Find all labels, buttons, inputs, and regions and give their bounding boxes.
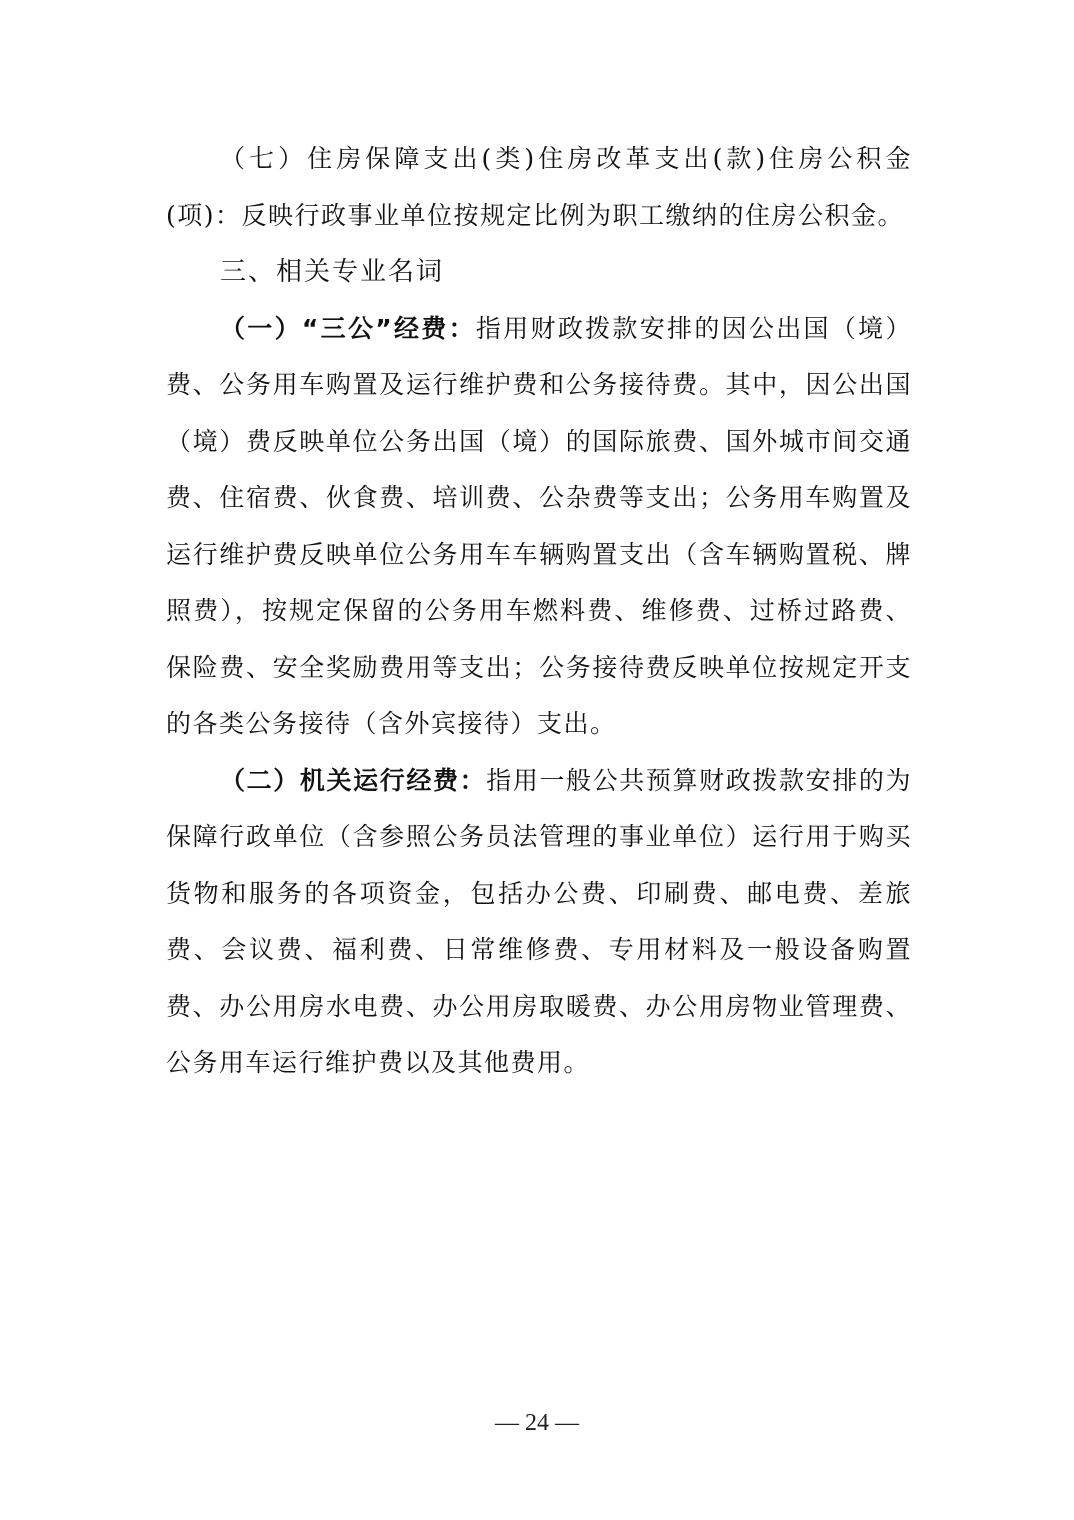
paragraph-agency-operating-expenses [166,753,912,1092]
page-number: — 24 — [495,1410,579,1436]
definition-three-public-expenses: 指用财政拨款安排的因公出国（境）费、公务用车购置及运行维护费和公务接待费。其中，因公出国（境）费反映单位公务出国（境）的国际旅费、国外城市间交通费、住宿费、伙食费、培训费、公杂费等支出；公务用车购置及运行维护费反映单位公务用车车辆购置支出（含车辆购置税、牌照费），按规定保留的公务用车燃料费、维修费、过桥过路费、保险费、安全奖励费用等支出；公务接待费反映单位按规定开支的各类公务接待（含外宾接待）支出。 [166,313,912,738]
term-agency-operating-expenses: （二）机关运行经费： [220,765,487,795]
section-heading: 三、相关专业名词 [220,257,445,287]
definition-agency-operating-expenses: 指用一般公共预算财政拨款安排的为保障行政单位（含参照公务员法管理的事业单位）运行用于购买货物和服务的各项资金，包括办公费、印刷费、邮电费、差旅费、会议费、福利费、日常维修费、专用材料及一般设备购置费、办公用房水电费、办公用房取暖费、办公用房物业管理费、公务用车运行维护费以及其他费用。 [166,765,912,1077]
paragraph-three-public-expenses [166,301,912,753]
paragraph-housing-fund: （七）住房保障支出(类)住房改革支出(款)住房公积金(项)：反映行政事业单位按规定比例为职工缴纳的住房公积金。 [166,144,912,230]
body-text [166,131,912,1092]
term-three-public-expenses: （一）“三公”经费： [220,313,476,343]
